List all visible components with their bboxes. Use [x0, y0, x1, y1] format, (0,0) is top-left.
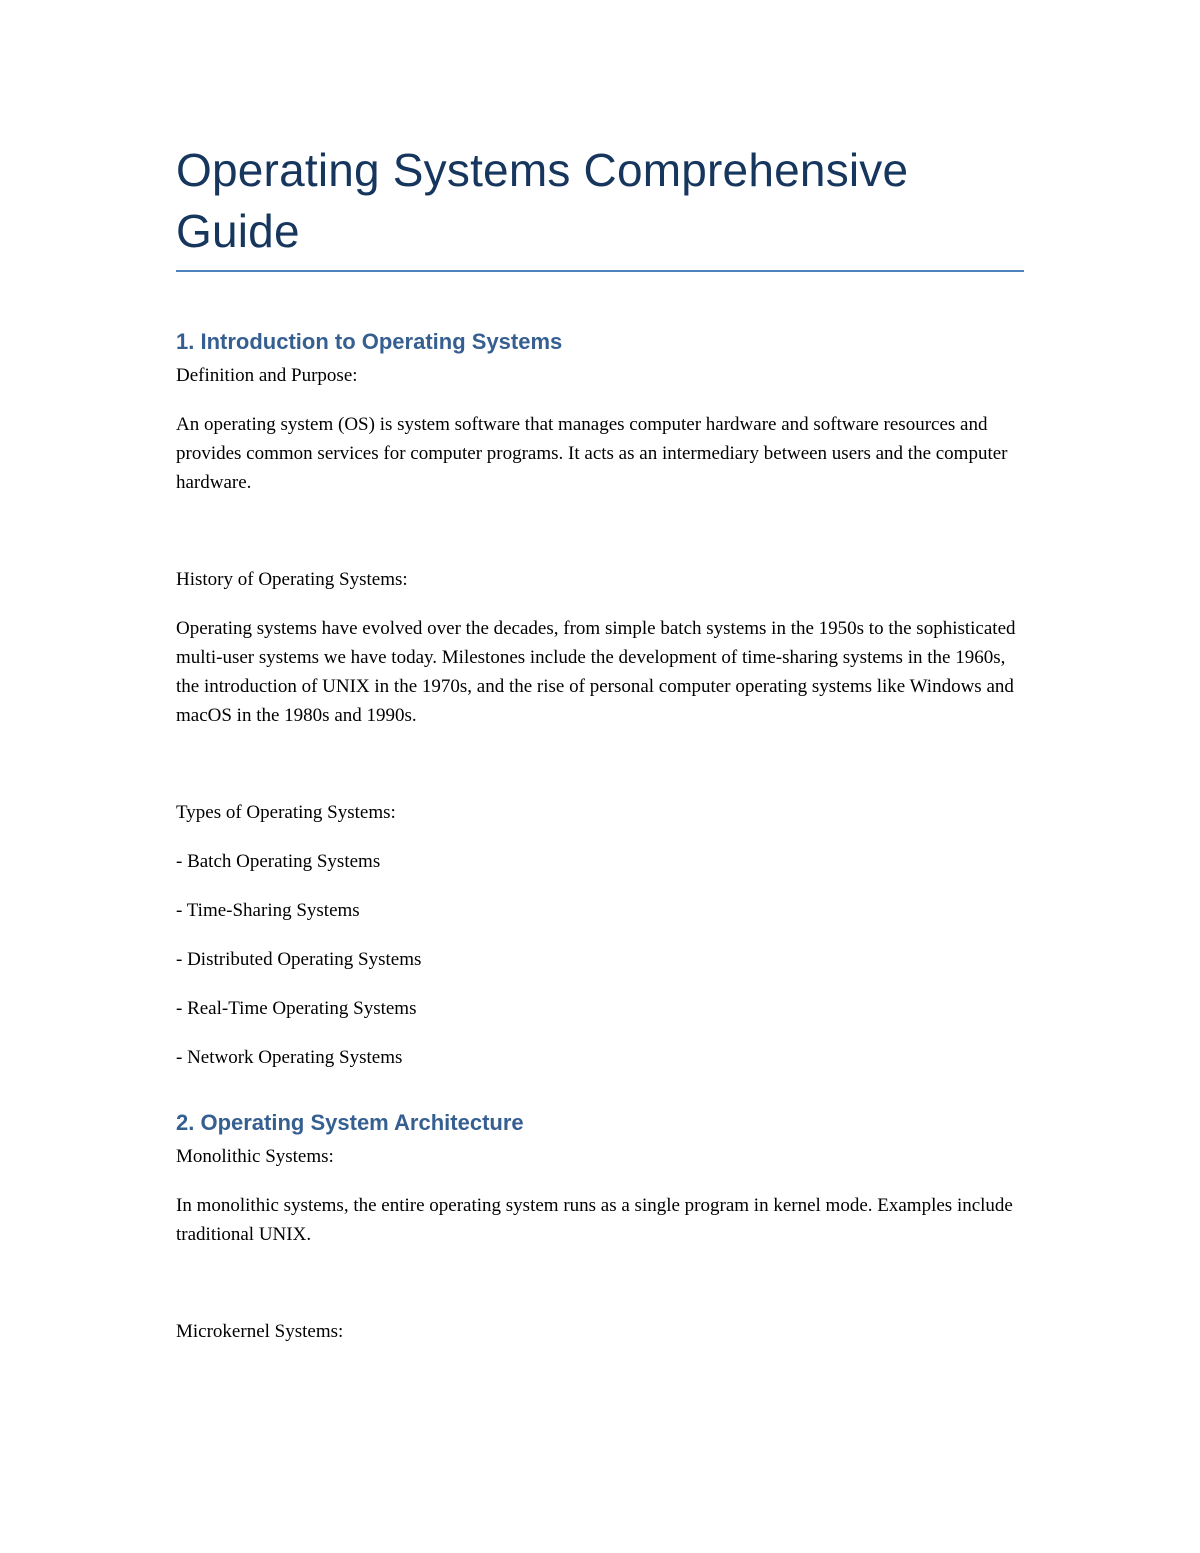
list-item: - Distributed Operating Systems: [176, 949, 422, 970]
monolithic-paragraph: In monolithic systems, the entire operating system runs as a single program in kernel mode. Examples include traditional UNIX.: [176, 1195, 1013, 1245]
definition-paragraph: An operating system (OS) is system software that manages computer hardware and software resources and provides common services for computer programs. It acts as an intermediary between users and the computer hardware.: [176, 414, 1008, 493]
list-item: - Real-Time Operating Systems: [176, 998, 417, 1019]
history-paragraph: Operating systems have evolved over the decades, from simple batch systems in the 1950s to the sophisticated multi-user systems we have today. Milestones include the development of time-sharing systems in the 1960s, the introduction of UNIX in the 1970s, and the rise of personal computer operating systems like Windows and macOS in the 1980s and 1990s.: [176, 618, 1016, 726]
history-label: History of Operating Systems:: [176, 569, 408, 590]
section-heading-introduction: 1. Introduction to Operating Systems: [176, 329, 563, 354]
microkernel-label: Microkernel Systems:: [176, 1321, 344, 1342]
list-item: - Network Operating Systems: [176, 1047, 403, 1068]
monolithic-label: Monolithic Systems:: [176, 1146, 334, 1167]
section-heading-architecture: 2. Operating System Architecture: [176, 1110, 524, 1135]
document-page: [176, 140, 1024, 1346]
document-title: Operating Systems Comprehensive Guide: [176, 140, 1024, 272]
definition-label: Definition and Purpose:: [176, 365, 358, 386]
types-label: Types of Operating Systems:: [176, 802, 396, 823]
list-item: - Batch Operating Systems: [176, 851, 381, 872]
list-item: - Time-Sharing Systems: [176, 900, 360, 921]
